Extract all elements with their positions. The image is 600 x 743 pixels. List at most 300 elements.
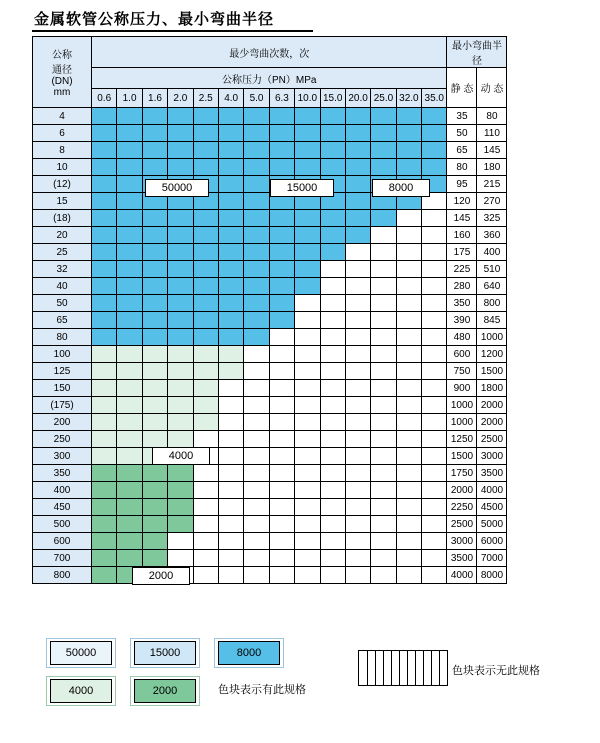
grid-cell xyxy=(345,176,370,193)
grid-cell xyxy=(396,312,421,329)
hatch-stripe xyxy=(367,651,368,685)
dynamic-radius-cell: 510 xyxy=(477,261,507,278)
grid-cell xyxy=(117,414,142,431)
grid-cell xyxy=(193,295,218,312)
grid-cell xyxy=(193,516,218,533)
grid-cell xyxy=(244,482,269,499)
grid-cell xyxy=(422,431,447,448)
grid-cell xyxy=(117,278,142,295)
legend-swatch-50000: 50000 xyxy=(50,641,112,665)
grid-cell xyxy=(92,210,117,227)
grid-cell xyxy=(244,210,269,227)
grid-cell xyxy=(168,414,193,431)
static-radius-cell: 900 xyxy=(447,380,477,397)
grid-cell xyxy=(422,465,447,482)
grid-cell xyxy=(422,329,447,346)
dynamic-radius-cell: 5000 xyxy=(477,516,507,533)
grid-cell xyxy=(269,346,294,363)
table-row xyxy=(33,482,507,499)
grid-cell xyxy=(269,448,294,465)
grid-cell xyxy=(168,380,193,397)
table-row xyxy=(33,414,507,431)
grid-cell xyxy=(168,516,193,533)
grid-cell xyxy=(320,278,345,295)
grid-cell xyxy=(218,465,243,482)
grid-cell xyxy=(92,295,117,312)
table-row xyxy=(33,278,507,295)
grid-cell xyxy=(142,125,167,142)
grid-cell xyxy=(422,550,447,567)
grid-cell xyxy=(422,278,447,295)
grid-cell xyxy=(269,380,294,397)
static-radius-cell: 1750 xyxy=(447,465,477,482)
grid-cell xyxy=(92,567,117,584)
grid-cell xyxy=(345,295,370,312)
grid-cell xyxy=(92,176,117,193)
grid-cell xyxy=(345,278,370,295)
grid-cell xyxy=(269,108,294,125)
dn-cell: 200 xyxy=(33,414,92,431)
grid-cell xyxy=(371,516,396,533)
dn-cell: 25 xyxy=(33,244,92,261)
grid-cell xyxy=(168,465,193,482)
grid-cell xyxy=(193,346,218,363)
dynamic-radius-cell: 8000 xyxy=(477,567,507,584)
dn-cell: 40 xyxy=(33,278,92,295)
grid-cell xyxy=(295,159,320,176)
grid-cell xyxy=(371,380,396,397)
grid-cell xyxy=(396,363,421,380)
grid-cell xyxy=(320,533,345,550)
dynamic-radius-cell: 2000 xyxy=(477,414,507,431)
dynamic-radius-cell: 2500 xyxy=(477,431,507,448)
static-radius-cell: 1250 xyxy=(447,431,477,448)
dynamic-radius-cell: 325 xyxy=(477,210,507,227)
grid-cell xyxy=(92,312,117,329)
grid-cell xyxy=(295,312,320,329)
static-radius-cell: 160 xyxy=(447,227,477,244)
grid-cell xyxy=(422,397,447,414)
grid-cell xyxy=(193,533,218,550)
dynamic-radius-cell: 1200 xyxy=(477,346,507,363)
grid-cell xyxy=(320,567,345,584)
static-radius-cell: 1000 xyxy=(447,397,477,414)
table-row xyxy=(33,533,507,550)
dynamic-radius-cell: 2000 xyxy=(477,397,507,414)
pressure-col-header: 25.0 xyxy=(371,89,396,108)
legend-hatch-swatch xyxy=(358,650,448,686)
pressure-col-header: 10.0 xyxy=(295,89,320,108)
grid-cell xyxy=(92,516,117,533)
grid-cell xyxy=(168,125,193,142)
pressure-header: 公称压力（PN）MPa xyxy=(92,68,447,89)
grid-cell xyxy=(320,363,345,380)
table-row xyxy=(33,465,507,482)
grid-cell xyxy=(345,346,370,363)
dynamic-radius-cell: 80 xyxy=(477,108,507,125)
dn-cell: 125 xyxy=(33,363,92,380)
grid-cell xyxy=(142,227,167,244)
grid-cell xyxy=(396,533,421,550)
grid-cell xyxy=(345,142,370,159)
pressure-col-header: 15.0 xyxy=(320,89,345,108)
grid-cell xyxy=(396,499,421,516)
grid-cell xyxy=(193,142,218,159)
grid-cell xyxy=(244,567,269,584)
grid-cell xyxy=(345,108,370,125)
dn-cell: 80 xyxy=(33,329,92,346)
grid-cell xyxy=(142,261,167,278)
grid-cell xyxy=(422,227,447,244)
grid-cell xyxy=(396,448,421,465)
dynamic-radius-cell: 400 xyxy=(477,244,507,261)
grid-cell xyxy=(193,108,218,125)
static-radius-cell: 600 xyxy=(447,346,477,363)
dynamic-radius-cell: 215 xyxy=(477,176,507,193)
grid-cell xyxy=(345,380,370,397)
grid-cell xyxy=(371,465,396,482)
hatch-stripe xyxy=(391,651,392,685)
dn-line-3: (DN) xyxy=(51,76,73,87)
grid-cell xyxy=(269,295,294,312)
grid-cell xyxy=(142,465,167,482)
grid-cell xyxy=(371,159,396,176)
dn-cell: (18) xyxy=(33,210,92,227)
static-radius-cell: 2500 xyxy=(447,516,477,533)
grid-cell xyxy=(320,414,345,431)
grid-cell xyxy=(371,142,396,159)
grid-cell xyxy=(396,142,421,159)
grid-cell xyxy=(320,108,345,125)
grid-cell xyxy=(244,431,269,448)
grid-cell xyxy=(218,414,243,431)
grid-cell xyxy=(371,431,396,448)
grid-cell xyxy=(218,567,243,584)
grid-cell xyxy=(320,142,345,159)
grid-cell xyxy=(142,397,167,414)
grid-cell xyxy=(142,312,167,329)
grid-cell xyxy=(269,431,294,448)
dynamic-radius-cell: 3000 xyxy=(477,448,507,465)
table-row xyxy=(33,397,507,414)
static-radius-cell: 95 xyxy=(447,176,477,193)
grid-cell xyxy=(218,312,243,329)
grid-cell xyxy=(244,397,269,414)
dynamic-radius-cell: 1500 xyxy=(477,363,507,380)
grid-cell xyxy=(396,261,421,278)
grid-cell xyxy=(142,278,167,295)
grid-cell xyxy=(92,465,117,482)
grid-cell xyxy=(320,448,345,465)
grid-cell xyxy=(117,193,142,210)
dn-cell: 700 xyxy=(33,550,92,567)
grid-cell xyxy=(371,567,396,584)
legend-swatch-8000: 8000 xyxy=(218,641,280,665)
grid-cell xyxy=(345,414,370,431)
grid-cell xyxy=(168,550,193,567)
grid-cell xyxy=(244,329,269,346)
grid-cell xyxy=(117,363,142,380)
grid-cell xyxy=(218,346,243,363)
grid-cell xyxy=(117,227,142,244)
grid-cell xyxy=(422,210,447,227)
grid-cell xyxy=(168,363,193,380)
grid-cell xyxy=(142,210,167,227)
table-row xyxy=(33,210,507,227)
grid-callout: 2000 xyxy=(132,567,190,585)
grid-cell xyxy=(193,227,218,244)
table-row xyxy=(33,261,507,278)
hatch-stripe xyxy=(415,651,416,685)
grid-cell xyxy=(320,210,345,227)
dynamic-radius-cell: 270 xyxy=(477,193,507,210)
grid-cell xyxy=(117,499,142,516)
grid-cell xyxy=(345,431,370,448)
grid-cell xyxy=(295,380,320,397)
dynamic-radius-cell: 845 xyxy=(477,312,507,329)
dn-cell: 250 xyxy=(33,431,92,448)
grid-cell xyxy=(396,380,421,397)
static-radius-cell: 390 xyxy=(447,312,477,329)
grid-cell xyxy=(92,159,117,176)
grid-cell xyxy=(218,499,243,516)
grid-cell xyxy=(117,244,142,261)
grid-cell xyxy=(142,482,167,499)
grid-cell xyxy=(244,516,269,533)
grid-cell xyxy=(218,516,243,533)
grid-cell xyxy=(193,278,218,295)
table-row xyxy=(33,108,507,125)
grid-cell xyxy=(320,380,345,397)
grid-cell xyxy=(92,329,117,346)
dn-cell: 350 xyxy=(33,465,92,482)
grid-cell xyxy=(422,414,447,431)
static-radius-cell: 120 xyxy=(447,193,477,210)
grid-cell xyxy=(193,363,218,380)
grid-cell xyxy=(422,346,447,363)
grid-cell xyxy=(142,414,167,431)
legend-swatch-15000: 15000 xyxy=(134,641,196,665)
grid-cell xyxy=(218,380,243,397)
dn-cell: 4 xyxy=(33,108,92,125)
grid-cell xyxy=(345,550,370,567)
grid-callout: 15000 xyxy=(270,179,334,197)
grid-cell xyxy=(269,142,294,159)
static-radius-cell: 3000 xyxy=(447,533,477,550)
grid-cell xyxy=(168,142,193,159)
grid-cell xyxy=(422,108,447,125)
grid-cell xyxy=(218,193,243,210)
dn-line-4: mm xyxy=(53,87,71,98)
pressure-col-header: 6.3 xyxy=(269,89,294,108)
grid-cell xyxy=(117,465,142,482)
pressure-col-header: 4.0 xyxy=(218,89,243,108)
grid-cell xyxy=(345,193,370,210)
grid-cell xyxy=(269,567,294,584)
grid-cell xyxy=(92,108,117,125)
grid-cell xyxy=(92,431,117,448)
dynamic-radius-cell: 3500 xyxy=(477,465,507,482)
static-radius-cell: 750 xyxy=(447,363,477,380)
table-row xyxy=(33,227,507,244)
grid-cell xyxy=(422,499,447,516)
grid-cell xyxy=(422,142,447,159)
grid-cell xyxy=(295,533,320,550)
grid-cell xyxy=(345,482,370,499)
dynamic-radius-cell: 360 xyxy=(477,227,507,244)
grid-cell xyxy=(117,125,142,142)
grid-cell xyxy=(218,295,243,312)
grid-cell xyxy=(269,414,294,431)
legend-note-hatch: 色块表示无此规格 xyxy=(452,665,540,677)
grid-cell xyxy=(371,210,396,227)
pressure-col-header: 0.6 xyxy=(92,89,117,108)
table-row xyxy=(33,380,507,397)
dn-line-2: 通径 xyxy=(52,65,72,76)
grid-cell xyxy=(320,465,345,482)
grid-cell xyxy=(345,465,370,482)
grid-cell xyxy=(295,329,320,346)
static-radius-cell: 50 xyxy=(447,125,477,142)
grid-cell xyxy=(295,516,320,533)
grid-cell xyxy=(218,329,243,346)
grid-cell xyxy=(320,159,345,176)
grid-cell xyxy=(345,448,370,465)
table-row xyxy=(33,295,507,312)
grid-cell xyxy=(295,550,320,567)
grid-cell xyxy=(193,210,218,227)
grid-cell xyxy=(92,448,117,465)
dn-cell: 500 xyxy=(33,516,92,533)
grid-cell xyxy=(345,244,370,261)
grid-cell xyxy=(422,244,447,261)
grid-cell xyxy=(142,550,167,567)
grid-cell xyxy=(244,108,269,125)
grid-cell xyxy=(218,125,243,142)
grid-cell xyxy=(244,176,269,193)
pressure-col-header: 35.0 xyxy=(422,89,447,108)
grid-cell xyxy=(117,346,142,363)
hatch-stripe xyxy=(383,651,384,685)
grid-cell xyxy=(117,550,142,567)
grid-cell xyxy=(92,278,117,295)
grid-cell xyxy=(117,329,142,346)
grid-cell xyxy=(371,414,396,431)
dn-cell: 6 xyxy=(33,125,92,142)
grid-cell xyxy=(422,363,447,380)
grid-cell xyxy=(371,550,396,567)
dn-cell: 8 xyxy=(33,142,92,159)
grid-cell xyxy=(218,244,243,261)
grid-cell xyxy=(396,431,421,448)
grid-cell xyxy=(345,533,370,550)
grid-cell xyxy=(244,227,269,244)
grid-cell xyxy=(168,108,193,125)
grid-cell xyxy=(295,295,320,312)
grid-cell xyxy=(193,380,218,397)
table-row xyxy=(33,312,507,329)
grid-cell xyxy=(269,533,294,550)
table-row xyxy=(33,499,507,516)
table-row xyxy=(33,244,507,261)
hatch-stripe xyxy=(407,651,408,685)
grid-cell xyxy=(168,397,193,414)
pressure-col-header: 1.0 xyxy=(117,89,142,108)
grid-cell xyxy=(320,516,345,533)
dn-cell: 65 xyxy=(33,312,92,329)
grid-cell xyxy=(295,210,320,227)
grid-cell xyxy=(142,329,167,346)
grid-cell xyxy=(269,227,294,244)
grid-cell xyxy=(244,125,269,142)
dynamic-radius-cell: 1000 xyxy=(477,329,507,346)
dn-cell: 400 xyxy=(33,482,92,499)
grid-callout: 50000 xyxy=(145,179,209,197)
grid-cell xyxy=(117,159,142,176)
static-radius-cell: 1500 xyxy=(447,448,477,465)
grid-cell xyxy=(396,295,421,312)
grid-cell xyxy=(371,329,396,346)
hatch-stripe xyxy=(431,651,432,685)
grid-cell xyxy=(193,414,218,431)
grid-cell xyxy=(218,159,243,176)
dn-line-1: 公称 xyxy=(52,50,72,61)
grid-cell xyxy=(142,499,167,516)
grid-cell xyxy=(295,465,320,482)
table-row xyxy=(33,516,507,533)
grid-cell xyxy=(295,431,320,448)
grid-cell xyxy=(371,533,396,550)
legend-swatch-2000: 2000 xyxy=(134,679,196,703)
grid-cell xyxy=(269,482,294,499)
grid-cell xyxy=(92,125,117,142)
grid-cell xyxy=(92,380,117,397)
grid-cell xyxy=(295,244,320,261)
grid-cell xyxy=(345,312,370,329)
dynamic-radius-cell: 6000 xyxy=(477,533,507,550)
grid-cell xyxy=(193,397,218,414)
grid-cell xyxy=(422,567,447,584)
grid-cell xyxy=(269,550,294,567)
grid-cell xyxy=(168,482,193,499)
grid-cell xyxy=(142,346,167,363)
grid-cell xyxy=(320,397,345,414)
radius-static-header: 静 态 xyxy=(447,68,477,108)
grid-cell xyxy=(117,533,142,550)
grid-cell xyxy=(92,346,117,363)
grid-cell xyxy=(244,550,269,567)
dn-cell: (175) xyxy=(33,397,92,414)
grid-cell xyxy=(92,482,117,499)
grid-cell xyxy=(193,567,218,584)
grid-cell xyxy=(295,346,320,363)
hatch-stripe xyxy=(375,651,376,685)
grid-cell xyxy=(142,159,167,176)
static-radius-cell: 145 xyxy=(447,210,477,227)
grid-cell xyxy=(396,108,421,125)
grid-cell xyxy=(345,159,370,176)
grid-cell xyxy=(269,312,294,329)
grid-cell xyxy=(142,295,167,312)
grid-cell xyxy=(218,482,243,499)
grid-cell xyxy=(396,329,421,346)
static-radius-cell: 65 xyxy=(447,142,477,159)
grid-cell xyxy=(193,499,218,516)
grid-cell xyxy=(269,261,294,278)
grid-cell xyxy=(422,312,447,329)
grid-cell xyxy=(295,108,320,125)
grid-cell xyxy=(244,465,269,482)
